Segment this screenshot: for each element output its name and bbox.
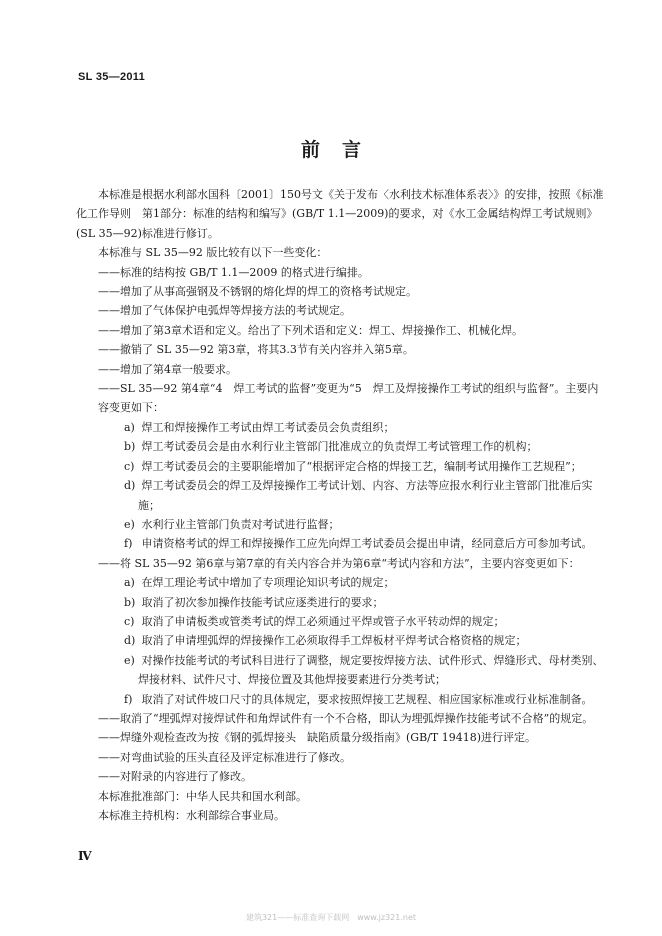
change-item: ——焊缝外观检查改为按《钢的弧焊接头 缺陷质量分级指南》(GB/T 19418)进行评定。 <box>98 731 536 745</box>
change-item: ——撤销了 SL 35—92 第3章，将其3.3节有关内容并入第5章。 <box>98 343 414 357</box>
page-number: Ⅳ <box>78 849 92 863</box>
sub-item-label: f) <box>124 692 133 706</box>
sub-item-label: c) <box>124 459 135 473</box>
sub-item <box>98 690 606 709</box>
host-organization: 本标准主持机构：水利部综合事业局。 <box>98 809 285 822</box>
sub-item-text: 取消了申请埋弧焊的焊接操作工必须取得手工焊板材平焊考试合格资格的规定； <box>141 634 527 648</box>
sub-item <box>98 476 606 515</box>
page-title: 前言 <box>300 139 383 161</box>
sub-item <box>98 515 606 534</box>
approval-department: 本标准批准部门：中华人民共和国水利部。 <box>98 789 307 803</box>
change-item-chapter4: ——SL 35—92 第4章“4 焊工考试的监督”变更为“5 焊工及焊接操作工考试的组织与监督”。主要内容变更如下： <box>98 382 599 415</box>
change-item: ——增加了气体保护电弧焊等焊接方法的考试规定。 <box>98 304 351 318</box>
sub-item-label: e) <box>124 517 135 531</box>
sub-item-label: f) <box>124 537 133 551</box>
sub-item-text: 申请资格考试的焊工和焊接操作工应先向焊工考试委员会提出申请，经同意后方可参加考试。 <box>141 537 593 551</box>
sub-item-text: 焊工考试委员会的主要职能增加了“根据评定合格的焊接工艺，编制考试用操作工艺规程”； <box>141 459 582 473</box>
sub-item-label: b) <box>124 595 136 609</box>
sub-item-text: 取消了对试件坡口尺寸的具体规定，要求按照焊接工艺规程、相应国家标准或行业标准制备。 <box>141 692 593 706</box>
sub-item-text: 取消了申请板类或管类考试的焊工必须通过平焊或管子水平转动焊的规定； <box>141 614 505 628</box>
sub-item <box>98 573 606 592</box>
sub-item-label: a) <box>124 576 135 590</box>
sub-item-label: a) <box>124 420 135 434</box>
sub-item-text: 取消了初次参加操作技能考试应逐类进行的要求； <box>141 595 384 609</box>
sub-item-text: 焊工和焊接操作工考试由焊工考试委员会负责组织； <box>141 420 395 434</box>
compare-paragraph: 本标准与 SL 35—92 版比较有以下一些变化： <box>98 246 328 260</box>
sub-item <box>98 457 606 476</box>
change-item-chapter6: ——将 SL 35—92 第6章与第7章的有关内容合并为第6章“考试内容和方法”，主要内容变更如下： <box>98 556 580 570</box>
sub-item <box>98 651 606 690</box>
sub-item <box>98 593 606 612</box>
sub-item-label: b) <box>124 440 136 454</box>
sub-item-label: e) <box>124 653 135 667</box>
sub-item-label: d) <box>124 479 136 493</box>
sub-item-label: d) <box>124 634 136 648</box>
change-item: ——增加了从事高强钢及不锈钢的熔化焊的焊工的资格考试规定。 <box>98 285 417 299</box>
sub-item <box>98 631 606 650</box>
change-item: ——对弯曲试验的压头直径及评定标准进行了修改。 <box>98 750 351 764</box>
change-item: ——增加了第4章一般要求。 <box>98 362 237 376</box>
sub-item-text: 对操作技能考试的考试科目进行了调整，规定要按焊接方法、试件形式、焊缝形式、母材类别、焊接材料、试件尺寸、焊接位置及其他焊接要素进行分类考试； <box>138 653 604 687</box>
standard-code: SL 35—2011 <box>78 71 146 83</box>
sub-item <box>98 418 606 437</box>
sub-item-label: c) <box>124 614 135 628</box>
sub-item <box>98 534 606 553</box>
change-item: ——取消了“埋弧焊对接焊试件和角焊试件有一个不合格，即认为埋弧焊操作技能考试不合格”的规定。 <box>98 711 594 725</box>
change-item: ——增加了第3章术语和定义。给出了下列术语和定义：焊工、焊接操作工、机械化焊。 <box>98 323 523 337</box>
sub-item-text: 水利行业主管部门负责对考试进行监督； <box>141 517 340 531</box>
intro-paragraph: 本标准是根据水利部水国科〔2001〕150号文《关于发布〈水利技术标准体系表〉》的安排，按照《标准化工作导则 第1部分：标准的结构和编写》(GB/T 1.1—2009)的要求，对《水工金属结构焊工考试规则》(SL 35—92)标准进行修订。 <box>76 188 604 240</box>
change-item: ——标准的结构按 GB/T 1.1—2009 的格式进行编排。 <box>98 265 369 279</box>
preface-body <box>76 185 606 825</box>
sub-item <box>98 612 606 631</box>
sub-item-text: 焊工考试委员会的焊工及焊接操作工考试计划、内容、方法等应报水利行业主管部门批准后实施； <box>138 479 593 512</box>
sub-item-text: 焊工考试委员会是由水利行业主管部门批准成立的负责焊工考试管理工作的机构； <box>141 440 538 454</box>
watermark-footer: 建筑321——标准查询下载网 www.jz321.net <box>245 913 417 922</box>
change-item: ——对附录的内容进行了修改。 <box>98 770 252 784</box>
sub-item-text: 在焊工理论考试中增加了专项理论知识考试的规定； <box>141 576 395 590</box>
sub-item <box>98 437 606 456</box>
